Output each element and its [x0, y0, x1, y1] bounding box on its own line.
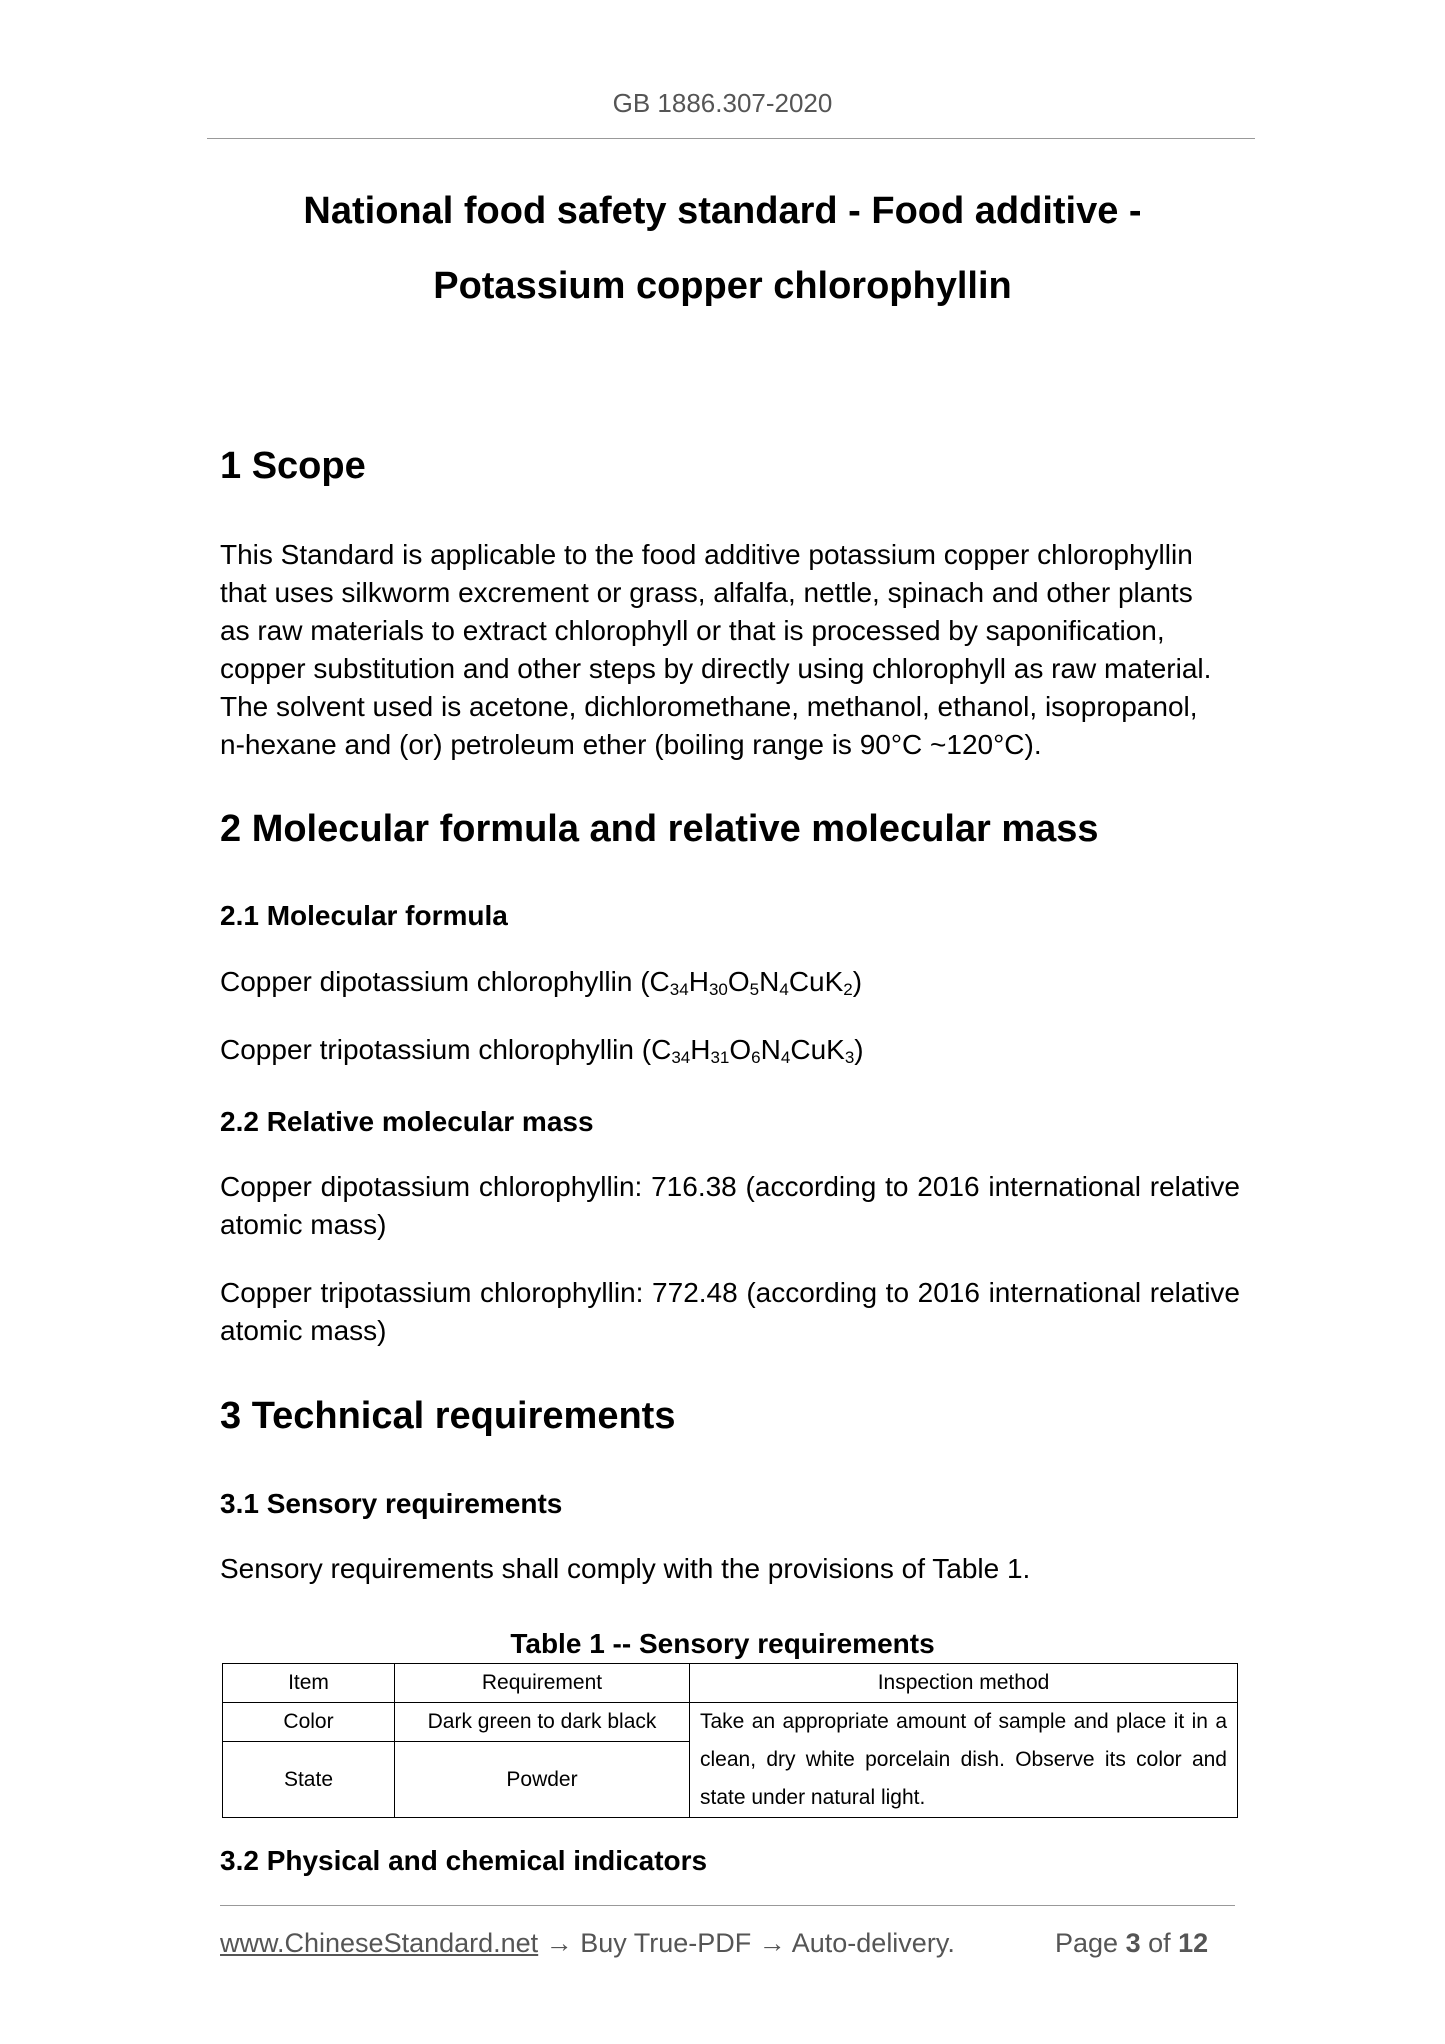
section-3-heading: 3 Technical requirements — [220, 1395, 676, 1437]
document-title-line-1: National food safety standard - Food additive - — [303, 190, 1142, 232]
header-item: Item — [223, 1664, 395, 1703]
footer-promo — [220, 1928, 955, 1959]
subsection-3-1-heading: 3.1 Sensory requirements — [220, 1488, 563, 1519]
document-title-line-2: Potassium copper chlorophyllin — [433, 265, 1012, 307]
header-requirement: Requirement — [395, 1664, 690, 1703]
cell-requirement-state: Powder — [395, 1742, 690, 1818]
formula-dipotassium: Copper dipotassium chlorophyllin $(C_{34}H_{30}O_5N_4CuK_2)$ — [220, 966, 863, 999]
scope-line-5: The solvent used is acetone, dichloromethane, methanol, ethanol, isopropanol, — [220, 691, 1198, 722]
cell-requirement-color: Dark green to dark black — [395, 1703, 690, 1742]
section-2-heading: 2 Molecular formula and relative molecular mass — [220, 808, 1099, 850]
scope-paragraph — [220, 536, 1240, 764]
cell-inspection-method: Take an appropriate amount of sample and place it in a clean, dry white porcelain dish. Observe its color and state under natural light. — [690, 1703, 1238, 1818]
scope-line-2: that uses silkworm excrement or grass, alfalfa, nettle, spinach and other plants — [220, 577, 1193, 608]
cell-item-state: State — [223, 1742, 395, 1818]
current-page: 3 — [1125, 1928, 1141, 1958]
footer-tagline: → Buy True-PDF → Auto-delivery. — [538, 1928, 955, 1958]
cell-item-color: Color — [223, 1703, 395, 1742]
mass-dipotassium: Copper dipotassium chlorophyllin: 716.38 (according to 2016 international relative atomic mass) — [220, 1171, 1240, 1240]
mass-tripotassium: Copper tripotassium chlorophyllin: 772.48 (according to 2016 international relative atomic mass) — [220, 1277, 1240, 1346]
section-1-heading: 1 Scope — [220, 445, 366, 487]
table-row — [223, 1703, 1238, 1742]
sensory-requirements-table — [222, 1663, 1238, 1818]
header-divider — [207, 138, 1255, 139]
subsection-2-1-heading: 2.1 Molecular formula — [220, 900, 508, 931]
formula-tripotassium: Copper tripotassium chlorophyllin $(C_{34}H_{31}O_6N_4CuK_3)$ — [220, 1034, 864, 1067]
total-pages: 12 — [1178, 1928, 1209, 1958]
scope-line-1: This Standard is applicable to the food additive potassium copper chlorophyllin — [220, 539, 1193, 570]
document-code-header: GB 1886.307-2020 — [612, 88, 833, 118]
subsection-2-2-heading: 2.2 Relative molecular mass — [220, 1106, 594, 1137]
sensory-intro-text: Sensory requirements shall comply with the provisions of Table 1. — [220, 1553, 1031, 1584]
scope-line-6: n-hexane and (or) petroleum ether (boiling range is 90°C ~120°C). — [220, 729, 1042, 760]
scope-line-3: as raw materials to extract chlorophyll or that is processed by saponification, — [220, 615, 1165, 646]
table-header-row — [223, 1664, 1238, 1703]
footer-divider — [220, 1905, 1235, 1906]
scope-line-4: copper substitution and other steps by directly using chlorophyll as raw material. — [220, 653, 1212, 684]
header-inspection-method: Inspection method — [690, 1664, 1238, 1703]
website-link[interactable]: www.ChineseStandard.net — [220, 1928, 539, 1958]
table-1-caption: Table 1 -- Sensory requirements — [510, 1628, 935, 1659]
subsection-3-2-heading: 3.2 Physical and chemical indicators — [220, 1845, 708, 1876]
page-number: Page 3 of 12 — [1055, 1928, 1209, 1958]
